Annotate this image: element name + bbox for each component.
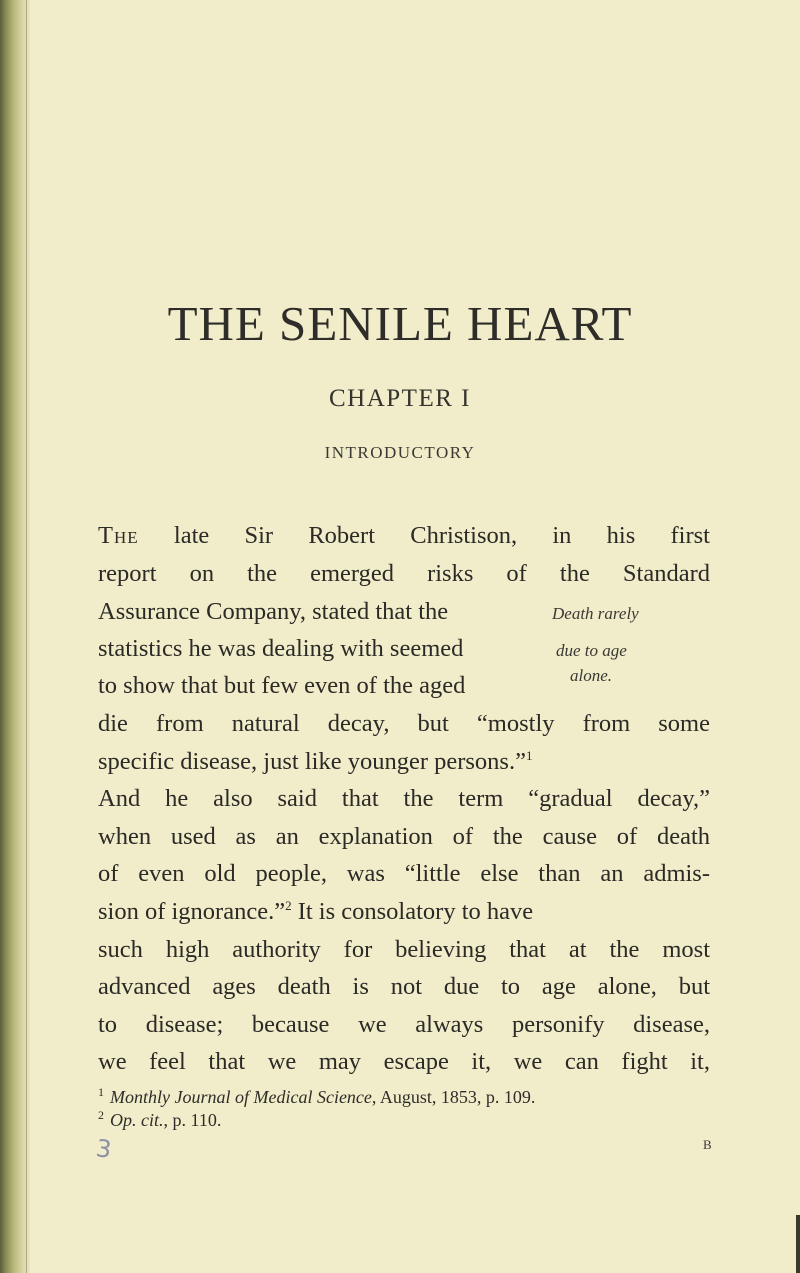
line-text: report on the emerged risks of the Standard [98, 560, 710, 587]
paragraph-line [98, 520, 710, 552]
margin-note-line: due to age [556, 641, 627, 660]
line-text: It is consolatory to have [291, 898, 534, 925]
footnote-text: , p. 110. [163, 1110, 222, 1130]
book-title: THE SENILE HEART [167, 296, 633, 351]
line-text: statistics he was dealing with seemed [98, 635, 464, 662]
line-text: advanced ages death is not due to age alone, but [98, 973, 710, 1000]
line-text: when used as an explanation of the cause of death [98, 823, 710, 850]
line-text: And he also said that the term “gradual decay,” [98, 785, 710, 812]
footnote-ref: 2 [285, 897, 292, 913]
line-text: late Sir Robert Christison, in his first [138, 522, 710, 549]
paragraph-line [98, 746, 710, 778]
chapter-heading: CHAPTER I [329, 385, 471, 412]
footnote-text: , August, 1853, p. 109. [371, 1087, 536, 1107]
line-text: such high authority for believing that at the most [98, 936, 710, 963]
section-heading: INTRODUCTORY [324, 443, 476, 462]
line-text: die from natural decay, but “mostly from some [98, 710, 710, 737]
footnote-ref: 1 [525, 747, 533, 763]
paragraph-line [98, 596, 518, 628]
footnote [98, 1087, 738, 1108]
line-text: specific disease, just like younger persons.” [98, 748, 526, 775]
line-text: to disease; because we always personify disease, [98, 1011, 710, 1038]
margin-note-line: Death rarely [552, 604, 639, 623]
margin-note-line: alone. [570, 666, 613, 685]
opening-word: The [98, 522, 139, 549]
footnote-number: 1 [98, 1085, 104, 1099]
line-text: Assurance Company, stated that the [98, 598, 449, 625]
paragraph-line [98, 670, 518, 702]
paragraph-line [98, 1009, 710, 1041]
paragraph-line [98, 971, 710, 1003]
line-text: to show that but few even of the aged [98, 672, 466, 699]
signature-mark: B [703, 1137, 712, 1152]
line-text: we feel that we may escape it, we can fight it, [98, 1048, 710, 1075]
paragraph-line [98, 896, 710, 928]
paragraph-line [98, 821, 710, 853]
paragraph-line [98, 1046, 710, 1078]
paragraph-line [98, 558, 710, 590]
footnote-source-title: Op. cit. [110, 1110, 164, 1130]
line-text: sion of ignorance.” [98, 898, 286, 925]
paragraph-line [98, 783, 710, 815]
paragraph-line [98, 858, 710, 890]
paragraph-line [98, 633, 518, 665]
paragraph-line [98, 934, 710, 966]
paragraph-line [98, 708, 710, 740]
footnote-number: 2 [98, 1108, 104, 1122]
footnote [98, 1110, 738, 1131]
pencil-mark: 3 [94, 1134, 114, 1164]
footnote-source-title: Monthly Journal of Medical Science [110, 1087, 372, 1107]
line-text: of even old people, was “little else than an admis- [98, 860, 710, 887]
